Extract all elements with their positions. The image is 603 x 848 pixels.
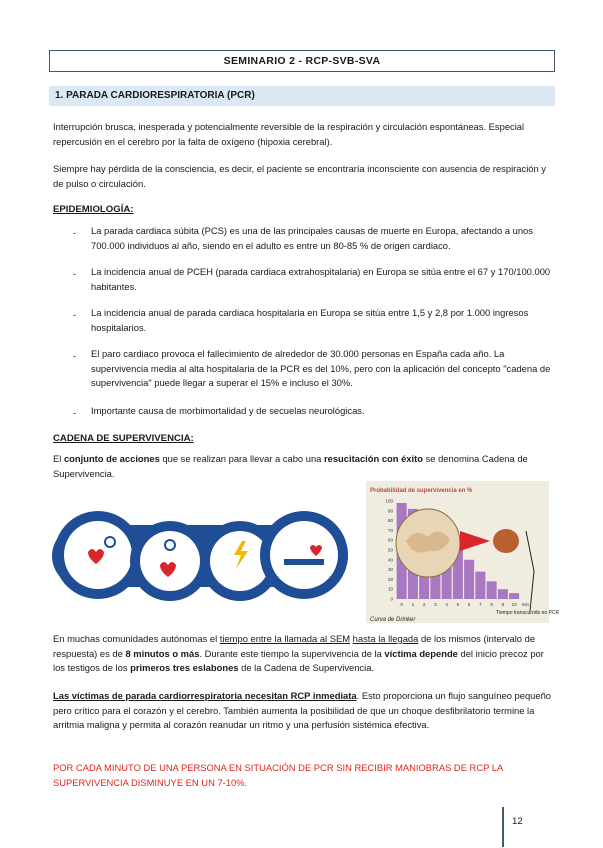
y-tick-label: 90 <box>387 508 393 514</box>
chart-bar <box>509 593 519 599</box>
y-tick-label: 70 <box>387 527 393 533</box>
bullet-dash: - <box>73 309 77 320</box>
page-number: 12 <box>512 816 523 827</box>
bullet-item: El paro cardiaco provoca el fallecimiento de alrededor de 30.000 personas en España cada año. La supervivencia media al alta hospitalaria de la PCR es del 10%, pero con la aplicación del concepto "cadena de supervivencia" puede llegar a superar el 15% e incluso el 30%. <box>91 348 551 388</box>
chart-bar <box>498 589 508 599</box>
y-tick-label: 50 <box>387 547 393 553</box>
x-tick-label: min <box>521 602 530 607</box>
chain-step-1 <box>54 511 142 599</box>
bullet-dash: - <box>73 268 77 279</box>
y-tick-label: 80 <box>387 518 393 524</box>
chart-bar <box>487 581 497 599</box>
y-tick-label: 40 <box>387 557 393 563</box>
chain-step-4 <box>260 511 348 599</box>
chart-title: Probabilidad de supervivencia en % <box>370 488 473 494</box>
bullet-item: La parada cardiaca súbita (PCS) es una de las principales causas de muerte en Europa, afectando a unos 700.000 individuos al año, siendo en el adulto es entre un 80-85 % de origen cardiaco. <box>91 225 533 251</box>
chain-of-survival-image <box>52 497 348 617</box>
epidemiology-heading: EPIDEMIOLOGÍA: <box>53 204 134 215</box>
chart-caption: Curva de Drinker <box>370 617 416 623</box>
x-tick-label: 2 <box>422 602 426 607</box>
paragraph-consciousness: Siempre hay pérdida de la consciencia, es decir, el paciente se encontraría inconsciente con ausencia de respiración y de pulso o circulación. <box>53 163 546 189</box>
y-tick-label: 20 <box>387 576 393 582</box>
chart-bar <box>464 560 474 599</box>
bullet-item: La incidencia anual de PCEH (parada cardiaca extrahospitalaria) en Europa se sitúa entre el 67 y 170/100.000 habitantes. <box>91 266 551 292</box>
chain-step-2 <box>130 521 210 601</box>
chart-bar <box>475 572 485 599</box>
paragraph-response-time: En muchas comunidades autónomas el tiempo entre la llamada al SEM hasta la llegada de los mismos (intervalo de respuesta) es de 8 minutos o más. Durante este tiempo la supervivencia de la víctima depende del inicio precoz por los testigos de los primeros tres eslabones de la Cadena de Supervivencia. <box>53 633 544 673</box>
x-tick-label: 6 <box>467 602 471 607</box>
x-axis-label: Tiempo transcurrido en PCR <box>496 610 560 616</box>
bullet-dash: - <box>73 407 77 418</box>
x-tick-label: 8 <box>490 602 493 607</box>
x-tick-label: 9 <box>501 602 505 607</box>
warning-text: POR CADA MINUTO DE UNA PERSONA EN SITUACIÓN DE PCR SIN RECIBIR MANIOBRAS DE RCP LA SUPERVIVENCIA DISMINUYE EN UN 7-10%. <box>53 762 503 788</box>
paragraph-rcp-immediate: Las víctimas de parada cardiorrespiratoria necesitan RCP inmediata. Esto proporciona un flujo sanguíneo pequeño pero crítico para el corazón y el cerebro. También aumenta la posibilidad de que un choque desfibrilatorio termine la arritmia maligna y permita al corazón reanudar un ritmo y una perfusión sistémica efectiva. <box>53 690 552 730</box>
paragraph-definition: Interrupción brusca, inesperada y potencialmente reversible de la respiración y circulación espontáneas. Especial repercusión en el cerebro por la falta de oxígeno (hipoxia cerebral). <box>53 121 525 147</box>
paragraph-chain: El conjunto de acciones que se realizan para llevar a cabo una resucitación con éxito se denomina Cadena de Supervivencia. <box>53 453 528 479</box>
bullet-item: La incidencia anual de parada cardiaca hospitalaria en Europa se sitúa entre 1,5 y 2,8 por 1.000 ingresos hospitalarios. <box>91 307 529 333</box>
bullet-dash: - <box>73 350 77 361</box>
y-tick-label: 0 <box>390 596 393 602</box>
y-tick-label: 100 <box>385 498 393 504</box>
drinker-curve-chart <box>366 481 560 623</box>
chain-heading: CADENA DE SUPERVIVENCIA: <box>53 433 194 444</box>
x-tick-label: 7 <box>479 602 482 607</box>
page-number-bar <box>502 807 504 847</box>
page-title: SEMINARIO 2 - RCP-SVB-SVA <box>49 50 555 72</box>
x-tick-label: 10 <box>511 602 517 607</box>
bullet-item: Importante causa de morbimortalidad y de secuelas neurológicas. <box>91 405 365 416</box>
x-tick-label: 5 <box>456 602 460 607</box>
y-tick-label: 10 <box>387 586 393 592</box>
x-tick-label: 1 <box>411 602 415 607</box>
section-heading: 1. PARADA CARDIORESPIRATORIA (PCR) <box>49 86 555 106</box>
y-tick-label: 60 <box>387 537 393 543</box>
x-tick-label: 4 <box>445 602 448 607</box>
x-tick-label: 3 <box>434 602 437 607</box>
bullet-dash: - <box>73 227 77 238</box>
y-tick-label: 30 <box>387 567 393 573</box>
x-tick-label: 0 <box>400 602 403 607</box>
